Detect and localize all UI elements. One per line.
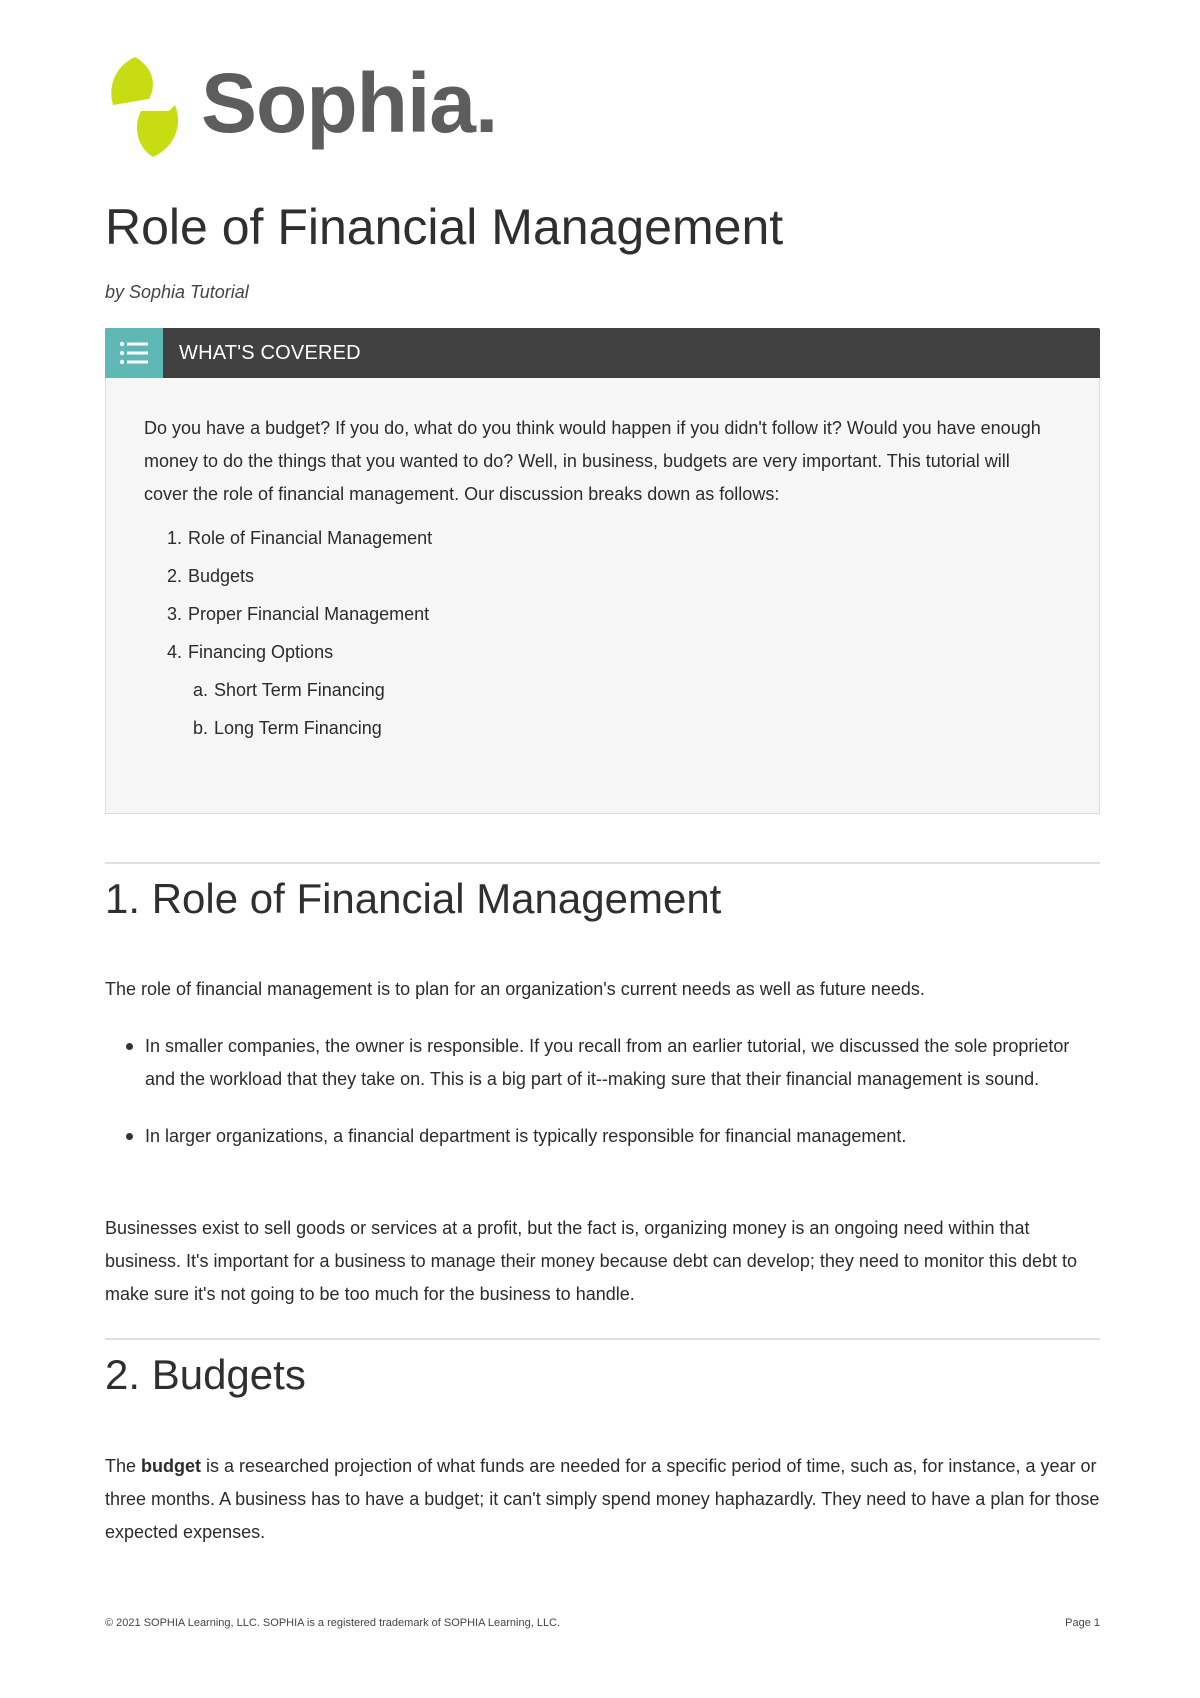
- covered-intro: Do you have a budget? If you do, what do you think would happen if you didn't follow it? Would you have enough money to do the things that you wanted to do? Well, in business, budgets are very important. This tutorial will cover the role of financial management. Our discussion breaks down as follows:: [144, 418, 1041, 504]
- covered-list: [144, 519, 1051, 747]
- section1-intro: The role of financial management is to plan for an organization's current needs as well as future needs.: [105, 979, 925, 999]
- list-item: 4. Financing Options: [166, 642, 334, 662]
- footer-page-number: Page 1: [1065, 1617, 1100, 1629]
- whats-covered-header: [105, 328, 1100, 378]
- list-subitem: b. Long Term Financing: [192, 718, 382, 738]
- bullet-icon: [126, 1133, 133, 1140]
- section1-bullets: [105, 1030, 1100, 1177]
- byline: by Sophia Tutorial: [105, 282, 249, 302]
- whats-covered-body: [105, 378, 1100, 814]
- whats-covered-box: [105, 328, 1100, 814]
- section-heading-2: 2. Budgets: [105, 1351, 306, 1398]
- section-divider: [105, 1338, 1100, 1340]
- sophia-logo: [105, 55, 525, 160]
- budget-term: budget: [141, 1456, 202, 1476]
- section-heading-1: 1. Role of Financial Management: [105, 875, 722, 922]
- page-title: Role of Financial Management: [105, 199, 784, 255]
- section1-closing: Businesses exist to sell goods or services at a profit, but the fact is, organizing money is an ongoing need within that business. It's important for a business to manage their money because debt can develop; they need to monitor this debt to make sure it's not going to be too much for the business to handle.: [105, 1218, 1078, 1304]
- list-item: 1. Role of Financial Management: [166, 528, 433, 548]
- list-icon: [105, 328, 163, 378]
- list-item: In larger organizations, a financial department is typically responsible for financial management.: [105, 1120, 1100, 1153]
- bullet-icon: [126, 1043, 133, 1050]
- list-item: 2. Budgets: [166, 566, 255, 586]
- list-item: 3. Proper Financial Management: [166, 604, 430, 624]
- whats-covered-title: WHAT'S COVERED: [179, 341, 361, 364]
- sophia-wordmark: Sophia.: [201, 56, 498, 150]
- section2-paragraph: The budget is a researched projection of what funds are needed for a specific period of time, such as, for instance, a year or three months. A business has to have a budget; it can't simply spend money haphazardly. They need to have a plan for those expected expenses.: [105, 1456, 1100, 1542]
- sophia-leaf-icon: [105, 55, 185, 160]
- list-item: In smaller companies, the owner is responsible. If you recall from an earlier tutorial, we discussed the sole proprietor and the workload that they take on. This is a big part of it--making sure that their financial management is sound.: [105, 1030, 1100, 1096]
- list-subitem: a. Short Term Financing: [192, 680, 385, 700]
- section-divider: [105, 862, 1100, 864]
- footer-copyright: © 2021 SOPHIA Learning, LLC. SOPHIA is a registered trademark of SOPHIA Learning, LLC.: [105, 1617, 561, 1629]
